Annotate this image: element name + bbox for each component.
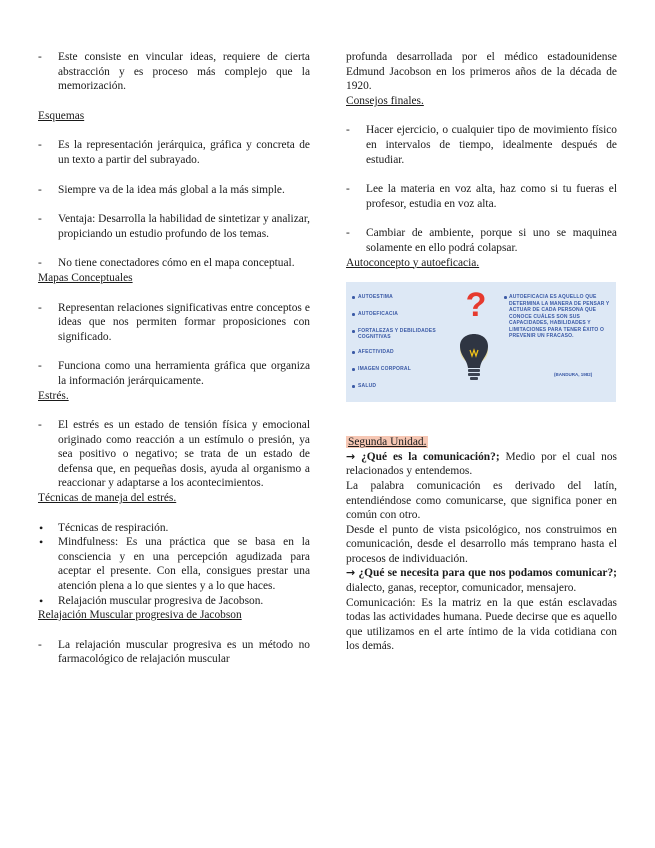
estres-item: - El estrés es un estado de tensión física y emocional originado como reacción a un estímulo o presión, ya sea positivo o negativo; se trata de un estado de defensa que, en pequeñas dosis, ayuda al organismo a reaccionar y adaptarse a los acontecimientos. bbox=[38, 418, 310, 491]
q1-answer: Medio por el cual nos relacionados y entendemos. bbox=[346, 450, 617, 478]
bulb-base-tip bbox=[470, 377, 478, 380]
mapas-item: - Representan relaciones significativas entre conceptos e ideas que nos permiten formar proposiciones con significado. bbox=[38, 301, 310, 345]
mapas-item: - Funciona como una herramienta gráfica que organiza la información jerárquicamente. bbox=[38, 359, 310, 388]
segunda-heading-wrap bbox=[346, 435, 617, 450]
bulb-base-ring bbox=[468, 373, 480, 376]
estres-heading: Estrés. bbox=[38, 389, 69, 402]
segunda-heading: Segunda Unidad. bbox=[348, 436, 427, 449]
p2-paragraph: Desde el punto de vista psicológico, nos construimos en comunicación, desde el desarrollo más temprano hasta el procesos de individuación. bbox=[346, 523, 617, 565]
arrow-right-icon: → bbox=[346, 449, 356, 463]
tecnicas-heading: Técnicas de maneja del estrés. bbox=[38, 492, 177, 505]
q2-paragraph bbox=[346, 566, 617, 595]
continuation-text: profunda desarrollada por el médico estadounidense Edmund Jacobson en los primeros años de la década de 1920. bbox=[346, 51, 617, 93]
mapas-heading: Mapas Conceptuales bbox=[38, 271, 133, 284]
consejos-item: - Cambiar de ambiente, porque si uno se maquinea solamente en ello podrá colapsar. bbox=[346, 226, 617, 255]
q1-paragraph bbox=[346, 450, 617, 479]
infographic-citation: (BANDURA, 1982) bbox=[554, 372, 593, 378]
esquemas-item: - Ventaja: Desarrolla la habilidad de sintetizar y analizar, propiciando un estudio profundo de los temas. bbox=[38, 212, 310, 241]
infographic-list-item: SALUD bbox=[352, 383, 470, 389]
bulb-base-ring bbox=[468, 369, 480, 372]
esquemas-heading: Esquemas bbox=[38, 109, 85, 122]
consejos-heading: Consejos finales. bbox=[346, 94, 424, 107]
p3-paragraph: Comunicación: Es la matriz en la que están esclavadas todas las actividades humana. Puede decirse que es aquello que utilizamos en el arte íntimo de la vida cotidiana con los demás. bbox=[346, 596, 617, 653]
infographic-list-item: AUTOEFICACIA bbox=[352, 311, 470, 317]
autoconcepto-heading: Autoconcepto y autoeficacia. bbox=[346, 256, 480, 269]
tecnicas-item: • Relajación muscular progresiva de Jacobson. bbox=[38, 594, 310, 609]
infographic-list-item: FORTALEZAS Y DEBILIDADES COGNITIVAS bbox=[352, 328, 470, 340]
question-mark-icon: ? bbox=[465, 286, 487, 325]
infographic-definition: AUTOEFICACIA ES AQUELLO QUE DETERMINA LA MANERA DE PENSAR Y ACTUAR DE CADA PERSONA QUE CONOCE CUÁLES SON SUS CAPACIDADES, HABILIDADES Y LIMITACIONES PARA TENER ÉXITO O PREVENIR UN FRACASO. bbox=[504, 294, 616, 340]
esquemas-item: - Siempre va de la idea más global a la más simple. bbox=[38, 183, 310, 198]
relajacion-item: - La relajación muscular progresiva es un método no farmacológico de relajación muscular bbox=[38, 638, 310, 667]
right-column bbox=[346, 50, 617, 654]
infographic-list-item: AFECTIVIDAD bbox=[352, 349, 470, 355]
q2-question: ¿Qué se necesita para que nos podamos comunicar?; bbox=[358, 567, 617, 580]
relajacion-heading: Relajación Muscular progresiva de Jacobson bbox=[38, 609, 242, 622]
lightbulb-icon bbox=[446, 284, 506, 402]
q1-question: ¿Qué es la comunicación?; bbox=[361, 450, 500, 463]
esquemas-item: - No tiene conectadores cómo en el mapa conceptual. bbox=[38, 256, 310, 271]
tecnicas-item: • Técnicas de respiración. bbox=[38, 521, 310, 536]
infographic-list-item: IMAGEN CORPORAL bbox=[352, 366, 470, 372]
p1-paragraph: La palabra comunicación es derivado del latín, entendiéndose como comunicarse, que significa poner en común con otro. bbox=[346, 479, 617, 522]
arrow-right-icon: → bbox=[346, 566, 356, 580]
consejos-item: - Hacer ejercicio, o cualquier tipo de movimiento físico en intervalos de tiempo, idealmente después de estudiar. bbox=[346, 123, 617, 167]
infographic-list-item: AUTOESTIMA bbox=[352, 294, 470, 300]
autoconcepto-infographic bbox=[346, 282, 616, 402]
esquemas-item: - Es la representación jerárquica, gráfica y concreta de un texto a partir del subrayado. bbox=[38, 138, 310, 167]
consejos-item: - Lee la materia en voz alta, haz como si tu fueras el profesor, estudia en voz alta. bbox=[346, 182, 617, 211]
q2-answer: dialecto, ganas, receptor, comunicador, mensajero. bbox=[346, 582, 577, 595]
tecnicas-item: • Mindfulness: Es una práctica que se basa en la consciencia y en una percepción agudizada para aceptar el presente. Con ella, consigues prestar una atención plena a lo que sientes y a lo que haces. bbox=[38, 535, 310, 593]
left-column bbox=[38, 50, 310, 667]
intro-item: - Este consiste en vincular ideas, requiere de cierta abstracción y es proceso más complejo que la memorización. bbox=[38, 50, 310, 94]
